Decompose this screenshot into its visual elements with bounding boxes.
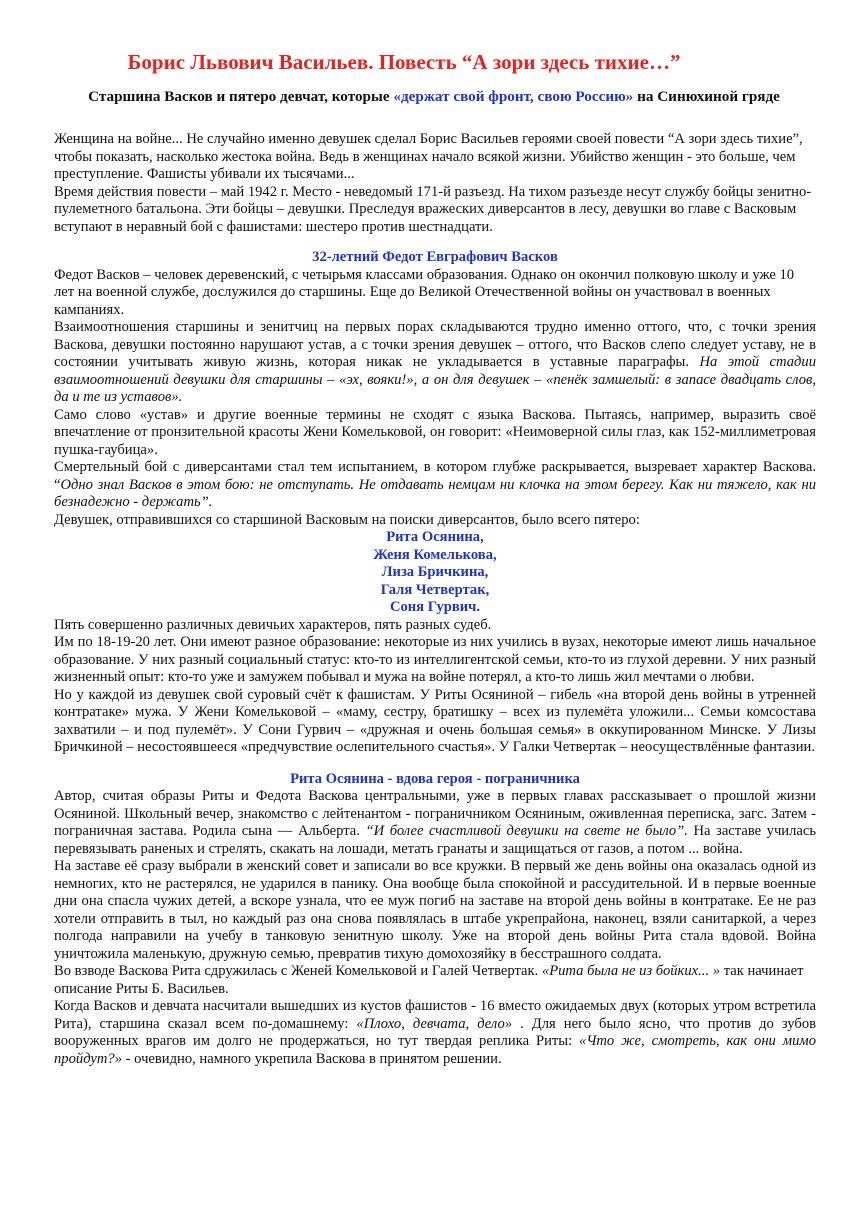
girl-name: Соня Гурвич. xyxy=(389,599,481,615)
document-title: Борис Львович Васильев. Повесть “А зори здесь тихие…” xyxy=(127,50,681,74)
rita-paragraph-4-quote-2: «Что же, смотреть, как они мимо пройдут?» xyxy=(54,1033,816,1067)
girls-paragraph-3: Но у каждой из девушек свой суровый счёт к фашистам. У Риты Осяниной – гибель «на второй день войны в утренней контратаке» мужа. У Жени Комельковой – «маму, сестру, братишку – всех из пулемёта уложили... Семьи комсостава захватили – и под пулемёт». У Сони Гурвич – «дружная и очень большая семья» в оккупированном Минске. У Лизы Бричкиной – несостоявшееся «предчувствие ослепительного счастья». У Галки Четвертак – неосуществлённые фантазии. xyxy=(54,686,816,755)
vaskov-paragraph-2 xyxy=(54,319,816,407)
girl-name: Женя Комелькова, xyxy=(373,546,497,563)
rita-paragraph-3-quote: «Рита была не из бойких... » xyxy=(541,963,721,979)
vaskov-paragraph-4 xyxy=(54,459,816,512)
rita-paragraph-3-end: так начинает описание Риты Б. Васильев. xyxy=(54,963,804,997)
rita-paragraph-1-quote: “И более счастливой девушки на свете не было”. xyxy=(365,823,688,839)
rita-paragraph-4-mid: . Для него было ясно, что против до зубов вооруженных врагов им долго не продержаться, но тут твердая реплика Риты: xyxy=(54,1015,817,1049)
vaskov-paragraph-4-quote: Одно знал Васков в этом бою: не отступать. Не отдавать немцам ни клочка на этом берегу. Как ни тяжело, как ни безнадежно - держать”. xyxy=(54,476,816,510)
rita-paragraph-4 xyxy=(54,998,816,1068)
rita-paragraph-1 xyxy=(54,788,816,858)
girl-name: Лиза Бричкина, xyxy=(381,564,489,580)
vaskov-paragraph-5: Девушек, отправившихся со старшиной Васковым на поиски диверсантов, было всего пятеро: xyxy=(54,511,640,528)
vaskov-paragraph-3: Само слово «устав» и другие военные термины не сходят с языка Васкова. Пытаясь, например, выразить своё впечатление от пронзительной красоты Жени Комельковой, он говорит: «Неимоверной силы глаз, как 152-миллиметровая пушка-гаубица». xyxy=(54,406,816,458)
vaskov-paragraph-2-quote: На этой стадии взаимоотношений девушки для старшины – «эх, вояки!», а он для девушек – «пенёк замшелый: в запасе двадцать слов, да и те из уставов». xyxy=(54,354,816,405)
document-subtitle xyxy=(0,88,868,106)
rita-paragraph-3-text: Во взводе Васкова Рита сдружилась с Женей Комельковой и Галей Четвертак. xyxy=(54,963,542,979)
girls-paragraph-1: Пять совершенно различных девичьих характеров, пять разных судеб. xyxy=(54,616,492,633)
section-heading-rita: Рита Осянина - вдова героя - пограничника xyxy=(290,770,580,787)
vaskov-paragraph-2-text: Взаимоотношения старшины и зенитчиц на первых порах складываются трудно именно оттого, что, с точки зрения Васкова, девушки постоянно нарушают устав, а с точки зрения девушек – оттого, что Васков слепо следует уставу, не в состоянии учитывать живую жизнь, которая никак не укладывается в уставные параграфы. xyxy=(54,319,816,370)
girl-name: Рита Осянина, xyxy=(386,529,484,545)
subtitle-text-post: на Синюхиной гряде xyxy=(633,88,780,105)
rita-paragraph-1-text: Автор, считая образы Риты и Федота Васкова центральными, уже в первых главах рассказывает о прошлой жизни Осяниной. Школьный вечер, знакомство с лейтенантом - пограничником Осяниным, оживленная переписка, загс. Затем - пограничная застава. Родила сына — Альберта. xyxy=(54,788,816,839)
section-heading-vaskov: 32-летний Федот Евграфович Васков xyxy=(312,249,558,265)
subtitle-highlight: «держат свой фронт, свою Россию» xyxy=(393,88,634,105)
intro-paragraph-1: Женщина на войне... Не случайно именно девушек сделал Борис Васильев героями своей повести “А зори здесь тихие”, чтобы показать, насколько жестока война. Ведь в женщинах начало всякой жизни. Убийство женщин - это больше, чем преступление. Фашисты убивали их тысячами... xyxy=(54,131,803,182)
rita-paragraph-3 xyxy=(54,963,816,998)
girls-names-list xyxy=(54,529,816,617)
rita-paragraph-4-end: - очевидно, намного укрепила Васкова в принятом решении. xyxy=(122,1050,502,1067)
girls-paragraph-2: Им по 18-19-20 лет. Они имеют разное образование: некоторые из них учились в вузах, некоторые имеют лишь начальное образование. У них разный социальный статус: кто-то из интеллигентской семьи, кто-то из глухой деревни. У них разный жизненный опыт: кто-то уже и замужем побывал и мужа на войне потерял, а кто-то лишь жил мечтами о любви. xyxy=(54,634,816,685)
rita-paragraph-4-text: Когда Васков и девчата насчитали вышедших из кустов фашистов - 16 вместо ожидаемых двух (которых утром встретила Рита), старшина сказал всем по-домашнему: xyxy=(54,998,816,1032)
rita-paragraph-4-quote-1: «Плохо, девчата, дело» xyxy=(356,1015,513,1032)
intro-paragraph-2: Время действия повести – май 1942 г. Место - неведомый 171-й разъезд. На тихом разъезде несут службу бойцы зенитно-пулеметного батальона. Эти бойцы – девушки. Преследуя вражеских диверсантов в лесу, девушки во главе с Васковым вступают в неравный бой с фашистами: шестеро против шестнадцати. xyxy=(54,183,812,235)
vaskov-paragraph-1: Федот Васков – человек деревенский, с четырьмя классами образования. Однако он окончил полковую школу и уже 10 лет на военной службе, дослужился до старшины. Еще до Великой Отечественной войны он участвовал в военных кампаниях. xyxy=(54,266,795,318)
document-body xyxy=(54,131,816,1068)
rita-paragraph-1-end: На заставе училась перевязывать раненых и стрелять, скакать на лошади, метать гранаты и защищаться от газов, а потом ... война. xyxy=(54,823,816,857)
subtitle-text-pre: Старшина Васков и пятеро девчат, которые xyxy=(88,88,394,105)
girl-name: Галя Четвертак, xyxy=(380,581,490,598)
vaskov-paragraph-4-text: Смертельный бой с диверсантами стал тем испытанием, в котором глубже раскрывается, вызревает характер Васкова. “ xyxy=(54,459,816,493)
rita-paragraph-2: На заставе её сразу выбрали в женский совет и записали во все кружки. В первый же день войны она оказалась одной из немногих, кто не растерялся, не ударился в панику. Она вообще была спокойной и рассудительной. И в первые военные дни она спасла чужих детей, а вскоре узнала, что ее муж погиб на заставе на второй день войны в контратаке. Ее не раз хотели отправить в тыл, но каждый раз она снова появлялась в штабе укрепрайона, наконец, взяли санитаркой, а через полгода направили на учебу в танковую зенитную школу. Уже на второй день войны Рита стала вдовой. Война уничтожила маленькую, дружную семью, превратив тихую домохозяйку в бесстрашного солдата. xyxy=(54,858,816,962)
